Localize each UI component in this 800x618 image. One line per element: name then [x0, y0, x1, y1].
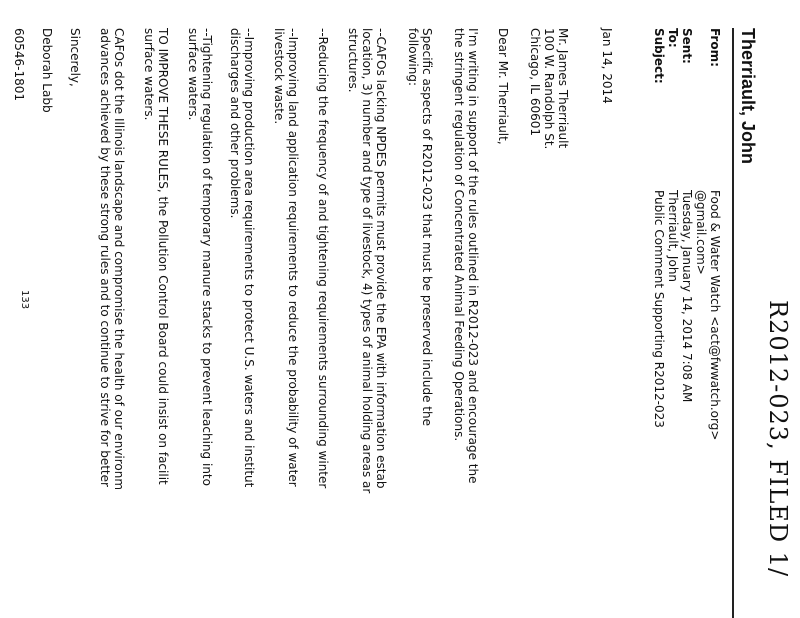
- bullet-line: discharges and other problems.: [228, 28, 242, 219]
- letter-date: Jan 14, 2014: [600, 28, 614, 104]
- filing-stamp: R2012-023, FILED 1/: [764, 300, 792, 578]
- from-value: Food & Water Watch <act@fwwatch.org>: [708, 190, 722, 441]
- from-value-email: @gmail.com>: [694, 190, 708, 275]
- paragraph-line: CAFOs dot the Illinois landscape and compromise the health of our environm: [112, 28, 126, 491]
- address-line: Mr. James Therriault: [556, 28, 570, 149]
- signature-name: Deborah Labb: [40, 28, 54, 113]
- paragraph-line: TO IMPROVE THESE RULES, the Pollution Control Board could insist on facilit: [156, 28, 170, 485]
- paragraph-line: surface waters.: [142, 28, 156, 121]
- to-label: To:: [666, 28, 680, 48]
- bullet-line: location, 3) number and type of livestock, 4) types of animal holding areas ar: [360, 28, 374, 494]
- sender-name: Therriault, John: [738, 28, 758, 165]
- bullet-line: --Reducing the frequency of and tightening requirements surrounding winter: [316, 28, 330, 489]
- bullet-line: --Tightening regulation of temporary manure stacks to prevent leaching into: [200, 28, 214, 486]
- paragraph-line: following:: [406, 28, 420, 86]
- bullet-line: livestock waste.: [272, 28, 286, 125]
- page-number: 133: [19, 290, 30, 310]
- bullet-line: structures.: [346, 28, 360, 93]
- signature-zip: 60546-1801: [12, 28, 26, 102]
- bullet-line: --CAFOs lacking NPDES permits must provide the EPA with information estab: [374, 28, 388, 489]
- header-divider: [732, 28, 734, 618]
- subject-label: Subject:: [652, 28, 666, 84]
- bullet-line: --Improving land application requirements to reduce the probability of water: [286, 28, 300, 487]
- paragraph-line: the stringent regulation of Concentrated Animal Feeding Operations.: [452, 28, 466, 442]
- salutation: Dear Mr. Therriault,: [496, 28, 510, 145]
- address-line: Chicago, IL 60601: [528, 28, 542, 137]
- bullet-line: --Improving production area requirements to protect U.S. waters and institut: [242, 28, 256, 488]
- paragraph-line: I'm writing in support of the rules outlined in R2012-023 and encourage the: [466, 28, 480, 484]
- paragraph-line: Specific aspects of R2012-023 that must be preserved include the: [420, 28, 434, 427]
- closing: Sincerely,: [68, 28, 82, 87]
- address-line: 100 W. Randolph St.: [542, 28, 556, 150]
- subject-value: Public Comment Supporting R2012-023: [652, 190, 666, 428]
- sent-value: Tuesday, January 14, 2014 7:08 AM: [680, 190, 694, 403]
- from-label: From:: [708, 28, 722, 67]
- paragraph-line: advances achieved by these strong rules and to continue to strive for better: [98, 28, 112, 487]
- bullet-line: surface waters.: [186, 28, 200, 121]
- sent-label: Sent:: [680, 28, 694, 64]
- to-value: Therriault, John: [666, 190, 680, 283]
